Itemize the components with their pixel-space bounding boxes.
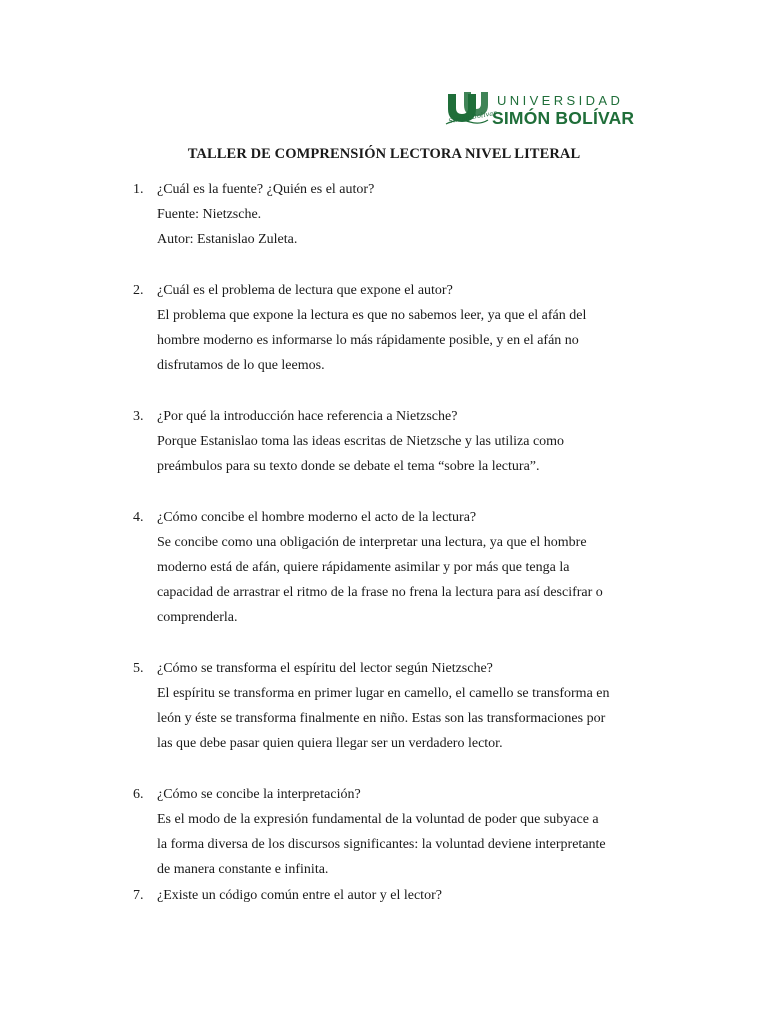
answer-line: león y éste se transforma finalmente en niño. Estas son las transformaciones por — [157, 711, 606, 726]
logo-line-simon-bolivar: SIMÓN BOLÍVAR — [492, 108, 635, 128]
answer-line: de manera constante e infinita. — [157, 862, 329, 877]
question-text: ¿Por qué la introducción hace referencia a Nietzsche? — [157, 409, 458, 424]
answer-line: Porque Estanislao toma las ideas escritas de Nietzsche y las utiliza como — [157, 434, 565, 449]
answer-line: las que debe pasar quien quiera llegar ser un verdadero lector. — [157, 736, 503, 751]
answer-line: Es el modo de la expresión fundamental de la voluntad de poder que subyace a — [157, 812, 599, 827]
answer-line: hombre moderno es informarse lo más rápidamente posible, y en el afán no — [157, 333, 579, 348]
answer-line: moderno está de afán, quiere rápidamente asimilar y por más que tenga la — [157, 560, 570, 575]
logo-script-text: Simón Bolívar — [447, 108, 498, 126]
answer-line: la forma diversa de los discursos significantes: la voluntad deviene interpretante — [157, 837, 606, 852]
question-number: 4. — [133, 510, 144, 525]
answer-line: preámbulos para su texto donde se debate el tema “sobre la lectura”. — [157, 459, 540, 474]
question-number: 7. — [133, 888, 144, 903]
university-logo — [444, 90, 659, 132]
question-number: 1. — [133, 182, 144, 197]
answer-line: Autor: Estanislao Zuleta. — [157, 232, 298, 247]
question-number: 6. — [133, 787, 144, 802]
answer-line: disfrutamos de lo que leemos. — [157, 358, 325, 373]
question-number: 3. — [133, 409, 144, 424]
question-text: ¿Cómo concibe el hombre moderno el acto de la lectura? — [157, 510, 477, 525]
answer-line: Fuente: Nietzsche. — [157, 207, 262, 222]
question-text: ¿Cuál es el problema de lectura que expone el autor? — [157, 283, 453, 298]
answer-line: comprenderla. — [157, 610, 238, 625]
question-number: 2. — [133, 283, 144, 298]
question-text: ¿Existe un código común entre el autor y el lector? — [157, 888, 442, 903]
answer-line: El problema que expone la lectura es que no sabemos leer, ya que el afán del — [157, 308, 587, 323]
answer-line: El espíritu se transforma en primer lugar en camello, el camello se transforma en — [157, 686, 610, 701]
question-number: 5. — [133, 661, 144, 676]
question-text: ¿Cómo se concibe la interpretación? — [157, 787, 361, 802]
logo-line-universidad: UNIVERSIDAD — [497, 93, 624, 108]
answer-line: capacidad de arrastrar el ritmo de la frase no frena la lectura para así descifrar o — [157, 585, 603, 600]
answer-line: Se concibe como una obligación de interpretar una lectura, ya que el hombre — [157, 535, 587, 550]
question-text: ¿Cuál es la fuente? ¿Quién es el autor? — [157, 182, 375, 197]
document-title: TALLER DE COMPRENSIÓN LECTORA NIVEL LITERAL — [187, 146, 581, 162]
question-text: ¿Cómo se transforma el espíritu del lector según Nietzsche? — [157, 661, 493, 676]
